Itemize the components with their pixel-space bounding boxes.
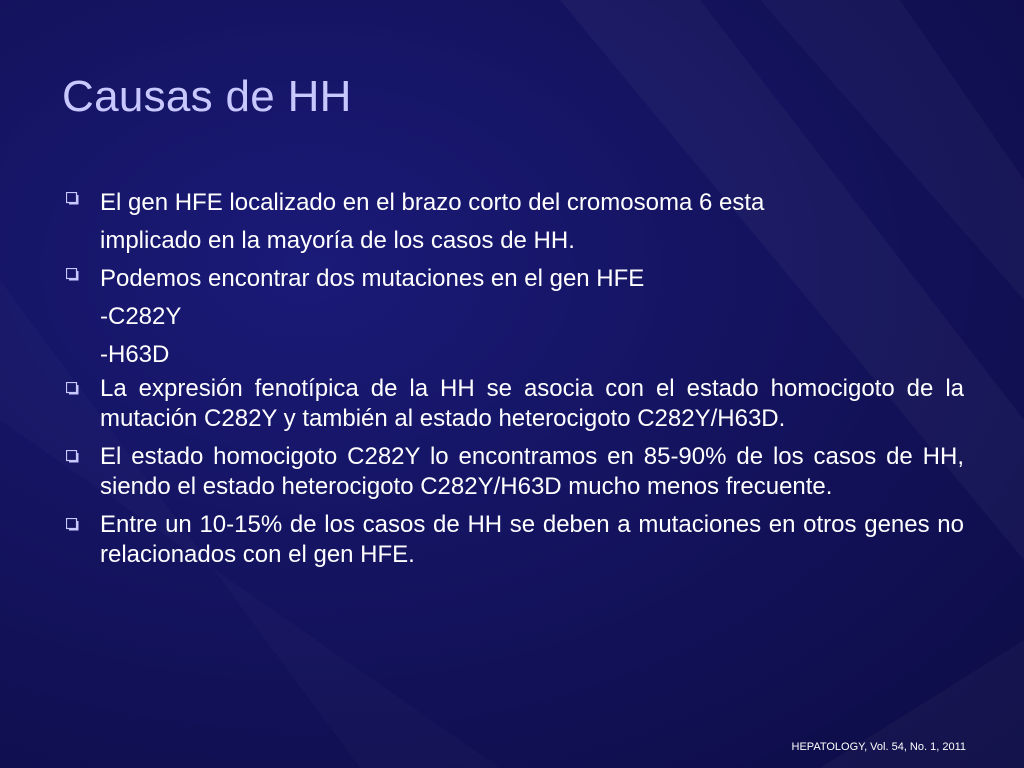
bullet-text-line: El gen HFE localizado en el brazo corto del cromosoma 6 esta (100, 189, 765, 216)
bullet-list (62, 184, 964, 578)
mutation-item: -C282Y (100, 303, 182, 330)
bullet-text: La expresión fenotípica de la HH se asocia con el estado homocigoto de la mutación C282Y y también al estado heterocigoto C282Y/H63D. (100, 375, 964, 432)
bullet-item (62, 442, 964, 502)
bullet-item (62, 260, 964, 374)
hollow-square-bullet-icon (66, 450, 79, 463)
bullet-text-line: implicado en la mayoría de los casos de HH. (100, 227, 575, 254)
hollow-square-bullet-icon (66, 518, 79, 531)
bullet-item (62, 374, 964, 434)
hollow-square-bullet-icon (66, 192, 79, 205)
bullet-text: Entre un 10-15% de los casos de HH se deben a mutaciones en otros genes no relacionados con el gen HFE. (100, 511, 964, 568)
citation-footer: HEPATOLOGY, Vol. 54, No. 1, 2011 (791, 741, 966, 753)
bullet-text: Podemos encontrar dos mutaciones en el gen HFE (100, 265, 645, 292)
bullet-item (62, 184, 964, 260)
bullet-text: El estado homocigoto C282Y lo encontramos en 85-90% de los casos de HH, siendo el estado heterocigoto C282Y/H63D mucho menos frecuente. (100, 443, 964, 500)
bullet-item (62, 510, 964, 570)
slide-title: Causas de HH (62, 72, 352, 121)
hollow-square-bullet-icon (66, 268, 79, 281)
mutation-item: -H63D (100, 341, 170, 368)
hollow-square-bullet-icon (66, 382, 79, 395)
